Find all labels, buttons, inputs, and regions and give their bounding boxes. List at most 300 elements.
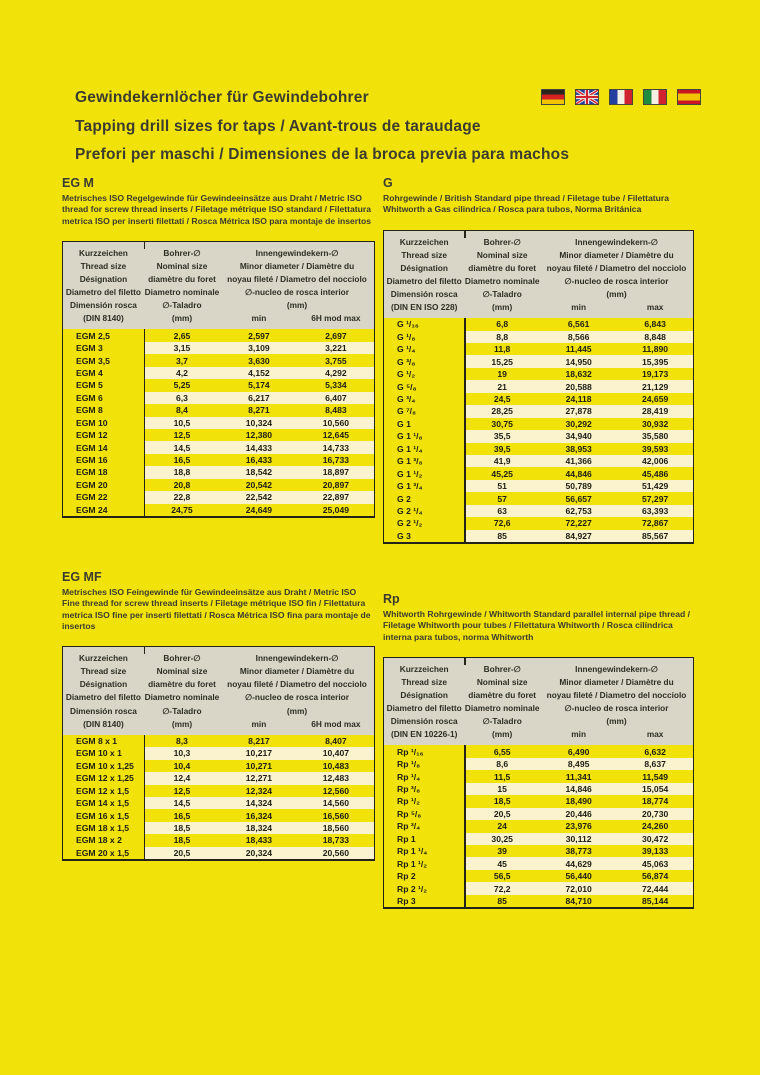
section-description: Metrisches ISO Feingewinde für Gewindeeinsätze aus Draht / Metric ISO Fine thread for screw thread inserts / Filetage métrique ISO fin / Filettatura metrica ISO fine per inserti filettati / Rosca Métrica ISO fina para montaje de insertos	[62, 587, 371, 631]
value-cell: 63	[464, 505, 540, 517]
table-body	[384, 745, 693, 907]
header-line: noyau fileté / Diametro del nocciolo	[546, 690, 687, 701]
header-line: Diametro nominale	[144, 287, 220, 298]
table-row	[384, 331, 693, 343]
thread-size-cell: Rp ⁵/₈	[397, 808, 422, 819]
table-row	[384, 405, 693, 417]
table-row	[384, 505, 693, 517]
header-thread-size-column	[384, 663, 464, 742]
table-row	[63, 809, 374, 821]
value-cell: 3,109	[220, 342, 298, 354]
value-cell: 20,588	[540, 380, 617, 392]
value-cell: 30,292	[565, 418, 592, 429]
thread-size-cell: G ¹/₁₆	[397, 319, 419, 330]
thread-size-cell: G ³/₈	[397, 356, 416, 367]
value-cell: 8,495	[540, 758, 617, 770]
value-cell: 10,3	[144, 747, 220, 759]
thread-size-cell: EGM 20	[76, 479, 108, 490]
thread-size-cell: EGM 3,5	[76, 355, 110, 366]
value-cell: 20,446	[540, 808, 617, 820]
table-row	[63, 379, 374, 391]
value-cell: 56,657	[565, 493, 592, 504]
value-cell: 56,5	[493, 871, 511, 882]
value-cell: 2,597	[248, 330, 270, 341]
value-cell: 4,292	[298, 367, 374, 379]
section-description: Whitworth Rohrgewinde / Whitworth Standard parallel internal pipe thread / Filetage Whitworth pour tubes / Filettatura Whitworth / Rosca cilíndrica interna para tubos, norma Whitworth	[383, 609, 690, 642]
table-row	[384, 467, 693, 479]
header-line: Diametro nominale	[464, 275, 540, 286]
min-column-label: min	[571, 729, 587, 740]
value-cell: 14,5	[144, 797, 220, 809]
section-description: Rohrgewinde / British Standard pipe thread / Filetage tube / Filettatura Whitworth a Gas cilindrica / Rosca para tubos, Norma Británica	[383, 193, 670, 215]
header-line: Thread size	[401, 249, 447, 260]
value-cell: 8,8	[464, 331, 540, 343]
header-line: ∅-Taladro	[162, 705, 202, 716]
thread-size-cell: EGM 14 x 1,5	[76, 798, 130, 809]
header-line: ∅-nucleo de rosca interior	[245, 287, 349, 298]
header-line: ∅-Taladro	[482, 288, 522, 299]
value-cell: 63,393	[617, 505, 693, 517]
value-cell: 39	[497, 846, 507, 857]
value-cell: 30,25	[464, 833, 540, 845]
max-column-label: max	[646, 302, 664, 313]
header-line: Désignation	[79, 679, 128, 690]
table-row	[63, 367, 374, 379]
header-line: Dimensión rosca	[390, 716, 458, 727]
header-line: Minor diameter / Diamètre du	[559, 249, 674, 260]
value-cell: 28,25	[464, 405, 540, 417]
thread-size-cell: G 1 ¹/₂	[397, 468, 423, 479]
value-cell: 10,483	[322, 760, 350, 771]
table-row	[384, 845, 693, 857]
value-cell: 14,324	[220, 797, 298, 809]
value-cell: 56,874	[641, 871, 669, 882]
value-cell: 18,774	[641, 796, 669, 807]
value-cell: 38,953	[565, 443, 592, 454]
header-thread-size-column	[63, 247, 144, 326]
header-line: ∅-Taladro	[482, 716, 522, 727]
header-line: (mm)	[286, 705, 308, 716]
value-cell: 6,217	[220, 392, 298, 404]
value-cell: 22,897	[298, 491, 374, 503]
value-cell: 24,118	[565, 394, 592, 404]
value-cell: 72,227	[565, 518, 592, 529]
value-cell: 18,5	[144, 822, 220, 834]
header-line: Thread size	[80, 260, 127, 271]
header-line: Désignation	[79, 274, 128, 285]
header-line: Minor diameter / Diamètre du	[239, 260, 355, 271]
thread-size-cell: G 1 ¹/₈	[397, 431, 423, 442]
thread-size-cell: G ¹/₂	[397, 369, 416, 380]
header-line: (DIN EN ISO 228)	[390, 302, 458, 313]
value-cell: 20,542	[245, 479, 273, 490]
header-line: noyau fileté / Diametro del nocciolo	[227, 679, 367, 690]
value-cell: 5,334	[325, 380, 347, 391]
value-cell: 8,217	[248, 735, 270, 746]
value-cell: 18,5	[173, 835, 191, 846]
language-flags	[541, 89, 701, 105]
value-cell: 16,324	[245, 810, 273, 821]
value-cell: 15,054	[617, 783, 693, 795]
min-column-label: min	[571, 302, 587, 313]
value-cell: 11,549	[642, 771, 669, 782]
table-row	[384, 895, 693, 907]
value-cell: 30,932	[641, 418, 669, 429]
section-title: EG M	[62, 176, 94, 190]
value-cell: 11,341	[565, 771, 592, 782]
table-row	[384, 343, 693, 355]
table-header	[384, 231, 693, 319]
value-cell: 18,897	[298, 466, 374, 478]
header-line: Kurzzeichen	[78, 247, 128, 258]
value-cell: 18,560	[298, 822, 374, 834]
drill-size-table-rp	[383, 657, 694, 909]
value-cell: 19	[497, 369, 507, 380]
value-cell: 12,5	[173, 430, 191, 441]
value-cell: 20,8	[173, 479, 191, 490]
table-row	[63, 735, 374, 747]
left-column	[62, 176, 375, 861]
thread-size-cell: G ¹/₄	[397, 344, 416, 355]
value-cell: 22,8	[144, 491, 220, 503]
header-line: Kurzzeichen	[399, 236, 449, 247]
value-cell: 72,444	[617, 882, 693, 894]
flag-france-icon	[609, 89, 633, 105]
table-row	[384, 480, 693, 492]
table-row	[63, 417, 374, 429]
value-cell: 3,7	[175, 355, 188, 366]
table-row	[384, 355, 693, 367]
value-cell: 10,324	[220, 417, 298, 429]
value-cell: 38,773	[565, 846, 592, 857]
value-cell: 12,380	[245, 430, 273, 441]
value-cell: 3,221	[298, 342, 374, 354]
drill-size-table-eg-m	[62, 241, 375, 518]
table-row	[63, 479, 374, 491]
value-cell: 12,560	[322, 785, 350, 796]
value-cell: 45,486	[641, 468, 669, 479]
thread-size-cell: G 1 ³/₄	[397, 481, 423, 492]
value-cell: 6,561	[567, 319, 590, 330]
header-line: diamètre du foret	[148, 679, 216, 690]
header-line: (mm)	[171, 313, 193, 324]
value-cell: 44,629	[540, 857, 617, 869]
right-column	[383, 176, 694, 909]
value-cell: 18,490	[565, 796, 592, 807]
table-row	[384, 808, 693, 820]
value-cell: 21	[464, 380, 540, 392]
header-line: noyau fileté / Diametro del nocciolo	[227, 274, 367, 285]
max-column-label: 6H mod max	[311, 718, 361, 729]
header-line: diamètre du foret	[468, 690, 537, 701]
value-cell: 30,472	[617, 833, 693, 845]
drill-size-table-eg-mf	[62, 646, 375, 861]
header-line: (mm)	[492, 302, 513, 313]
table-row	[384, 530, 693, 542]
value-cell: 2,697	[325, 330, 347, 341]
value-cell: 28,419	[617, 405, 693, 417]
header-line: (mm)	[492, 729, 513, 740]
header-line: Désignation	[400, 262, 448, 273]
header-line: Diametro nominale	[464, 703, 540, 714]
value-cell: 8,566	[540, 331, 617, 343]
value-cell: 24,5	[493, 394, 511, 404]
value-cell: 18,542	[220, 466, 298, 478]
value-cell: 72,6	[493, 518, 511, 529]
value-cell: 16,433	[245, 455, 273, 466]
table-row	[384, 833, 693, 845]
value-cell: 15,395	[617, 355, 693, 367]
thread-size-cell: G 2 ¹/₂	[397, 518, 423, 529]
thread-size-cell: EGM 16	[76, 455, 108, 466]
table-row	[63, 342, 374, 354]
header-min-max-row	[220, 718, 374, 731]
value-cell: 39,133	[641, 846, 669, 857]
value-cell: 85	[464, 530, 540, 542]
value-cell: 35,580	[617, 430, 693, 442]
thread-size-cell: G 1 ¹/₄	[397, 443, 423, 454]
flag-united-kingdom-icon	[575, 89, 599, 105]
value-cell: 6,55	[493, 746, 511, 757]
header-min-max-row	[540, 728, 693, 741]
value-cell: 14,733	[298, 441, 374, 453]
thread-size-cell: G ¹/₈	[397, 331, 416, 342]
value-cell: 12,4	[144, 772, 220, 784]
header-minor-diameter-column	[540, 236, 693, 315]
min-column-label: min	[251, 718, 267, 729]
value-cell: 51	[464, 480, 540, 492]
thread-size-cell: G ⁵/₈	[397, 381, 417, 392]
value-cell: 8,271	[248, 405, 270, 416]
section-eg-mf	[62, 570, 375, 861]
thread-size-cell: EGM 18	[76, 467, 108, 478]
thread-size-cell: EGM 20 x 1,5	[76, 847, 130, 858]
value-cell: 56,440	[565, 871, 592, 882]
header-line: Diametro del filetto	[386, 703, 462, 714]
max-column-label: max	[646, 729, 664, 740]
header-drill-diameter-column	[144, 247, 220, 326]
value-cell: 8,848	[617, 331, 693, 343]
header-line: (mm)	[606, 288, 627, 299]
value-cell: 10,271	[245, 760, 273, 771]
value-cell: 10,5	[144, 417, 220, 429]
header-line: Diametro nominale	[144, 692, 220, 703]
value-cell: 8,407	[325, 735, 347, 746]
table-row	[384, 870, 693, 882]
thread-size-cell: EGM 16 x 1,5	[76, 810, 130, 821]
value-cell: 16,5	[173, 810, 191, 821]
value-cell: 57	[497, 493, 507, 504]
header-thread-size-column	[384, 236, 464, 315]
value-cell: 8,483	[325, 405, 347, 416]
value-cell: 12,5	[173, 785, 191, 796]
value-cell: 84,710	[565, 895, 592, 906]
thread-size-cell: Rp ¹/₂	[397, 796, 420, 807]
table-row	[63, 504, 374, 516]
header-line: Kurzzeichen	[399, 663, 449, 674]
table-row	[63, 785, 374, 797]
value-cell: 3,630	[248, 355, 270, 366]
table-header	[384, 658, 693, 746]
header-line: diamètre du foret	[468, 262, 537, 273]
value-cell: 8,3	[175, 735, 188, 746]
table-row	[63, 429, 374, 441]
table-body	[384, 318, 693, 542]
table-row	[384, 783, 693, 795]
value-cell: 21,129	[617, 380, 693, 392]
thread-size-cell: EGM 12 x 1,5	[76, 785, 130, 796]
value-cell: 6,632	[644, 746, 666, 757]
value-cell: 11,445	[565, 344, 592, 355]
value-cell: 4,2	[144, 367, 220, 379]
page-title-en-fr: Tapping drill sizes for taps / Avant-trous de taraudage	[75, 117, 481, 135]
value-cell: 12,483	[298, 772, 374, 784]
thread-size-cell: EGM 14	[76, 442, 108, 453]
value-cell: 3,15	[144, 342, 220, 354]
thread-size-cell: Rp 1 ¹/₂	[397, 858, 428, 869]
value-cell: 6,843	[644, 319, 666, 330]
header-line: Nominal size	[476, 249, 528, 260]
value-cell: 15	[464, 783, 540, 795]
value-cell: 6,490	[567, 746, 590, 757]
table-row	[63, 354, 374, 366]
value-cell: 72,867	[641, 518, 669, 529]
header-line: Désignation	[400, 690, 448, 701]
thread-size-cell: Rp ³/₄	[397, 821, 421, 832]
header-line: Diametro del filetto	[65, 287, 141, 298]
value-cell: 8,4	[175, 405, 188, 416]
table-row	[384, 758, 693, 770]
table-row	[384, 517, 693, 529]
header-min-max-row	[540, 301, 693, 314]
value-cell: 20,324	[220, 847, 298, 859]
header-drill-diameter-column	[464, 236, 540, 315]
section-g	[383, 176, 694, 544]
value-cell: 85,567	[617, 530, 693, 542]
value-cell: 3,755	[325, 355, 347, 366]
table-row	[384, 492, 693, 504]
value-cell: 23,976	[565, 821, 592, 832]
header-line: Innengewindekern-∅	[575, 236, 658, 247]
header-line: (mm)	[606, 716, 627, 727]
value-cell: 18,5	[493, 796, 511, 807]
thread-size-cell: Rp ¹/₄	[397, 771, 421, 782]
value-cell: 10,4	[173, 760, 191, 771]
table-body	[63, 735, 374, 859]
value-cell: 18,324	[220, 822, 298, 834]
value-cell: 16,733	[322, 455, 350, 466]
table-row	[384, 770, 693, 782]
thread-size-cell: Rp 2	[397, 871, 416, 882]
value-cell: 16,560	[322, 810, 350, 821]
value-cell: 11,5	[494, 771, 511, 782]
thread-size-cell: EGM 22	[76, 492, 108, 503]
table-row	[384, 318, 693, 330]
header-line: diamètre du foret	[148, 274, 216, 285]
header-line: Nominal size	[156, 260, 208, 271]
header-line: Minor diameter / Diamètre du	[559, 677, 674, 688]
table-row	[63, 392, 374, 404]
thread-size-cell: Rp 2 ¹/₂	[397, 883, 428, 894]
thread-size-cell: EGM 18 x 1,5	[76, 823, 130, 834]
header-line: Dimensión rosca	[70, 705, 137, 716]
table-row	[63, 772, 374, 784]
table-row	[63, 797, 374, 809]
table-row	[63, 834, 374, 846]
value-cell: 19,173	[641, 369, 669, 380]
header-line: Innengewindekern-∅	[575, 663, 658, 674]
header-line: (DIN 8140)	[83, 718, 124, 729]
flag-italy-icon	[643, 89, 667, 105]
value-cell: 27,878	[540, 405, 617, 417]
value-cell: 4,152	[220, 367, 298, 379]
value-cell: 24	[497, 821, 507, 832]
thread-size-cell: EGM 12	[76, 430, 108, 441]
header-line: Bohrer-∅	[163, 653, 201, 664]
page-title-de: Gewindekernlöcher für Gewindebohrer	[75, 89, 369, 106]
header-line: ∅-nucleo de rosca interior	[245, 692, 349, 703]
value-cell: 39,5	[493, 443, 511, 454]
section-title: EG MF	[62, 570, 102, 585]
value-cell: 10,560	[298, 417, 374, 429]
thread-size-cell: EGM 12 x 1,25	[76, 773, 134, 784]
header-line: Nominal size	[156, 666, 208, 677]
value-cell: 5,25	[173, 380, 191, 391]
value-cell: 5,174	[248, 380, 270, 391]
header-line: Innengewindekern-∅	[255, 653, 339, 664]
table-row	[384, 745, 693, 757]
value-cell: 42,006	[617, 455, 693, 467]
header-line: ∅-nucleo de rosca interior	[564, 703, 669, 714]
header-line: noyau fileté / Diametro del nocciolo	[546, 262, 687, 273]
table-row	[63, 454, 374, 466]
value-cell: 12,324	[245, 785, 273, 796]
value-cell: 15,25	[464, 355, 540, 367]
thread-size-cell: G 2	[397, 493, 411, 504]
header-line: Diametro del filetto	[65, 692, 141, 703]
thread-size-cell: EGM 10	[76, 417, 108, 428]
value-cell: 30,75	[491, 418, 513, 429]
header-minor-diameter-column	[540, 663, 693, 742]
thread-size-cell: G 3	[397, 530, 411, 541]
value-cell: 8,637	[617, 758, 693, 770]
value-cell: 22,542	[220, 491, 298, 503]
thread-size-cell: EGM 4	[76, 367, 103, 378]
thread-size-cell: EGM 2,5	[76, 330, 110, 341]
thread-size-cell: Rp ³/₈	[397, 784, 421, 795]
value-cell: 24,659	[641, 394, 669, 404]
value-cell: 25,049	[322, 504, 350, 515]
value-cell: 85	[497, 895, 507, 906]
value-cell: 6,407	[298, 392, 374, 404]
value-cell: 50,789	[540, 480, 617, 492]
table-row	[384, 430, 693, 442]
header-line: Bohrer-∅	[483, 236, 521, 247]
header-line: Kurzzeichen	[78, 653, 128, 664]
thread-size-cell: EGM 8	[76, 405, 103, 416]
section-rp	[383, 592, 694, 909]
table-row	[63, 329, 374, 341]
section-title: G	[383, 176, 393, 190]
value-cell: 18,8	[144, 466, 220, 478]
section-title: Rp	[383, 592, 400, 607]
header-drill-diameter-column	[144, 652, 220, 731]
header-line: Diametro del filetto	[386, 275, 462, 286]
thread-size-cell: EGM 10 x 1	[76, 748, 122, 759]
header-line: Bohrer-∅	[163, 247, 201, 258]
value-cell: 20,5	[464, 808, 540, 820]
section-eg-m	[62, 176, 375, 518]
